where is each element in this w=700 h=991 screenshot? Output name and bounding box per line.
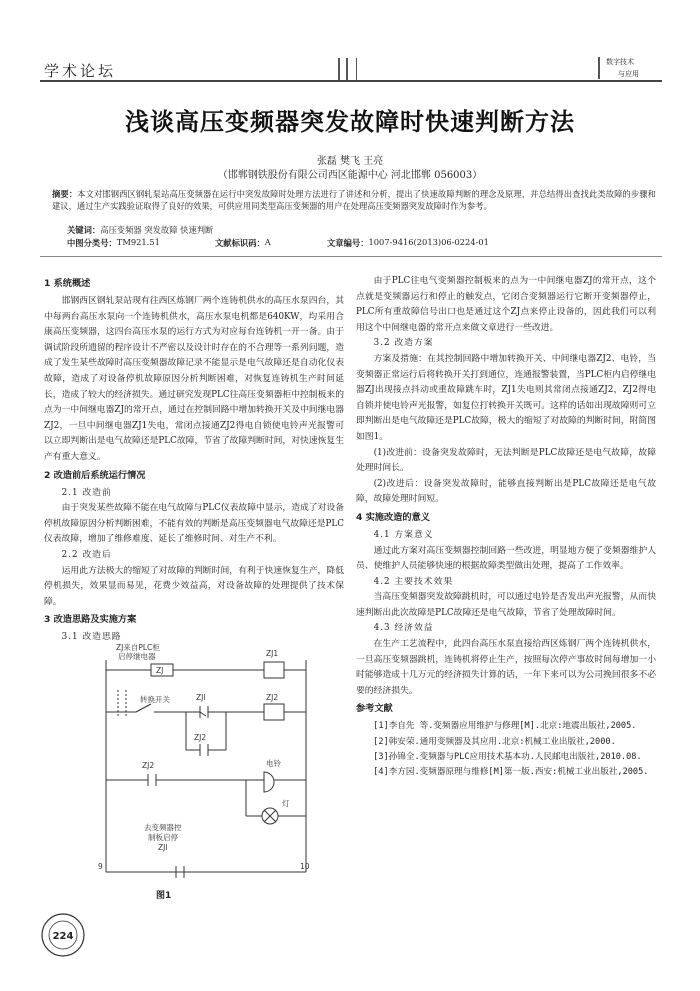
abstract-divider	[40, 256, 662, 257]
section-1-paragraph: 邯钢西区钢轧泵站现有往西区炼钢厂两个连铸机供水的高压水泵四台，其中每两台高压水泵向一个连铸机供水，高压水泵电机都是640KW，均采用合康高压变频器，这四台高压水泵的运行方式为对应每台连铸机一开一备。由于调试阶段所遗留的程序设计不严密以及设计时存在的不合理等一系列问题，造成了发生某些故障时高压变频器故障记录不能显示是电气故障还是自动化仪表故障，造成了对设备停机故障原因分析判断困难，对恢复连铸机生产时间延长，造成了较大的经济损失。通过研究发现PLC往高压变频器柜中控制板来的点为一中间继电器ZJ的常开点，通过在控制回路中增加转换开关及中间继电器ZJ2，一旦中间继电器ZJ1失电，常闭点接通ZJ2得电自锁使电铃声光报警可以立即判断出是电气故障还是PLC故障，节省了故障判断时间，对快速恢复生产有重大意义。	[44, 296, 344, 462]
figure-caption: 图1	[156, 891, 172, 901]
zj2-coil-label: ZJ2	[266, 693, 279, 702]
section-3-2-item-1: (1)改进前：设备突发故障时，无法判断是PLC故障还是电气故障，故障处理时间长。	[356, 447, 656, 474]
zj2-bell-contact-label: ZJ2	[142, 761, 155, 770]
header-divider-mark	[338, 58, 340, 80]
circuit-diagram	[96, 640, 326, 880]
keywords-text: 高压变频器 突发故障 快速判断	[100, 225, 214, 235]
abstract-label: 摘要：	[52, 189, 78, 199]
reference-item: [4]李方园.变频器原理与维修[M]第一版.西安:机械工业出版社,2005.	[373, 767, 649, 778]
article-no-label: 文章编号：	[327, 238, 369, 248]
zj1-label: ZJ1	[266, 649, 279, 658]
section-2-2-paragraph: 运用此方法极大的缩短了对故障的判断时间，有利于快速恢复生产，降低停机损失，效果显而易见，花费少效益高，对设备故障的处理提供了技术保障。	[44, 565, 344, 607]
references-title: 参考文献	[356, 703, 393, 715]
authors: 张磊 樊飞 王亮	[316, 156, 384, 167]
section-2-title: 2 改造前后系统运行情况	[44, 469, 146, 481]
reference-item: [3]孙锦全.变频器与PLC应用技术基本功.人民邮电出版社,2010.08.	[373, 751, 642, 762]
section-4-1-title: 4.1 方案意义	[373, 529, 434, 540]
keywords	[67, 224, 657, 236]
zj1-coil	[264, 662, 284, 678]
header-divider-mark	[356, 58, 357, 80]
reference-item: [2]韩安荣.通用变频器及其应用.北京:机械工业出版社,2000.	[373, 736, 616, 747]
vfd-label-1: 去变频器控	[144, 823, 182, 832]
section-3-title: 3 改造思路及实施方案	[44, 614, 137, 626]
badge-line-1: 数字技术	[606, 58, 634, 66]
zj-source-label-2: 启停继电器	[118, 652, 156, 661]
header-rule	[40, 80, 662, 82]
header-divider-mark	[346, 58, 348, 80]
clc-value: TM921.51	[116, 237, 160, 247]
journal-badge	[598, 57, 664, 79]
vfd-label-2: 制板启停	[148, 833, 178, 842]
section-4-title: 4 实施改造的意义	[356, 511, 430, 523]
section-4-2-paragraph: 当高压变频器突发故障跳机时，可以通过电铃是否发出声光报警，从而快速判断出此次故障是PLC故障还是电气故障，节省了处理故障时间。	[356, 592, 656, 618]
section-3-2-title: 3.2 改造方案	[373, 338, 434, 349]
lamp-label: 灯	[282, 799, 290, 808]
zjl-contact-label: ZJl	[196, 693, 206, 702]
bell-label: 电铃	[266, 759, 281, 768]
abstract-text: 本文对邯钢西区钢轧泵站高压变频器在运行中突发故障时处理方法进行了讲述和分析，提出了快速故障判断的理念及原理，并总结得出查找此类故障的步骤和建议，通过生产实践验证取得了良好的效果，可供应用同类型高压变频器的用户在处理高压变频器突发故障时作为参考。	[52, 189, 656, 211]
right-intro-paragraph: 由于PLC往电气变频器控制板来的点为一中间继电器ZJ的常开点，这个点就是变频器运行和停止的触发点，它闭合变频器运行它断开变频器停止，PLC所有重故障信号出口也是通过这个ZJ点来停止设备的，因此我们可以利用这个中间继电器的常开点来做文章进行一些改进。	[356, 276, 656, 333]
right-column	[356, 274, 656, 780]
section-2-2-title: 2.2 改造后	[61, 549, 112, 560]
zj2-hold-contact-label: ZJ2	[194, 733, 207, 742]
section-4-3-paragraph: 在生产工艺流程中，此四台高压水泵直接给西区炼钢厂两个连铸机供水，一旦高压变频器跳机，连铸机将停止生产，按照每次停产事故时间每增加一小时能够造成十几万元的经济损失计算的话，一年下来可以为公司挽回很多不必要的经济损失。	[356, 639, 656, 696]
zj-contact-label: ZJ	[156, 666, 164, 675]
reference-item: [1]李自先 等.变频器应用维护与修理[M].北京:地震出版社,2005.	[373, 721, 637, 732]
page-number-seal	[40, 912, 86, 958]
switch-blade	[136, 704, 151, 712]
section-3-2-paragraph: 方案及措施：在其控制回路中增加转换开关、中间继电器ZJ2、电铃，当变频器正常运行后将转换开关打到通位，连通报警装置，当PLC柜内启停继电器ZJ出现接点抖动或重故障跳车时，ZJ1失电则其常闭点接通ZJ2，ZJ2得电自锁并使电铃声光报警，如复位打转换开关既可。这样的话如出现故障则可立即判断出是电气故障还是PLC故障，极大的缩短了对故障的判断时间，附简图如图1。	[356, 353, 656, 442]
switch-label: 转换开关	[140, 695, 170, 704]
doc-code-value: A	[264, 237, 271, 247]
section-3-1-title: 3.1 改造思路	[61, 632, 122, 643]
doc-code-label: 文献标识码：	[215, 238, 265, 248]
zj-source-label-1: ZJ来自PLC柜	[116, 643, 160, 652]
section-4-3-title: 4.3 经济效益	[373, 623, 434, 634]
section-1-title: 1 系统概述	[44, 278, 91, 289]
clc-label: 中图分类号：	[67, 238, 117, 248]
section-3-2-item-2: (2)改进后：设备突发故障时，能够直接判断出是PLC故障还是电气故障，故障处理时间短。	[356, 478, 656, 505]
page-number: 224	[52, 931, 74, 942]
article-no-value: 1007-9416(2013)06-0224-01	[368, 237, 489, 247]
terminal-10-label: 10	[300, 862, 310, 871]
article-title: 浅谈高压变频器突发故障时快速判断方法	[125, 108, 575, 136]
keywords-label: 关键词：	[67, 225, 101, 235]
terminal-9-label: 9	[98, 862, 103, 871]
bell-symbol	[264, 772, 274, 792]
section-2-1-title: 2.1 改造前	[61, 487, 112, 498]
zj2-coil	[264, 704, 284, 720]
affiliation: （邯郸钢铁股份有限公司西区能源中心 河北邯郸 056003）	[217, 170, 483, 181]
badge-line-2: 与应用	[618, 70, 639, 78]
section-2-1-paragraph: 由于突发某些故障不能在电气故障与PLC仪表故障中显示，造成了对设备停机故障原因分析判断困难，不能有效的判断是高压变频器电气故障还是PLC仪表故障，增加了维修难度、延长了维修时间、对生产不利。	[44, 503, 344, 545]
abstract	[52, 189, 656, 212]
section-4-2-title: 4.2 主要技术效果	[373, 576, 454, 587]
vfd-label-3: ZJl	[158, 843, 168, 852]
column-title: 学术论坛	[44, 62, 117, 80]
section-4-1-paragraph: 通过此方案对高压变频器控制回路一些改进，明显地方便了变频器维护人员、使维护人员能够快速的根据故障类型做出处理，提高了工作效率。	[356, 545, 656, 572]
left-column	[44, 274, 344, 646]
